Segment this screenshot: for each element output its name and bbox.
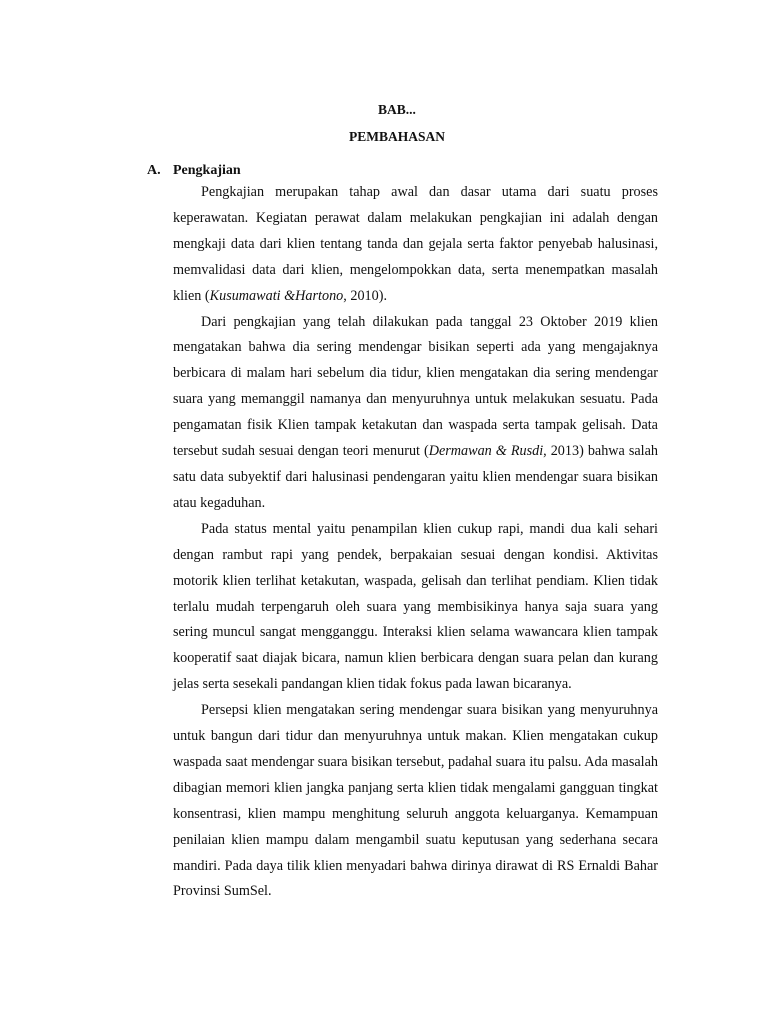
citation: Kusumawati &Hartono xyxy=(209,287,344,304)
section-body xyxy=(173,180,658,905)
citation: Dermawan & Rusdi xyxy=(428,443,544,460)
chapter-title: PEMBAHASAN xyxy=(348,129,445,144)
paragraph-3: Pada status mental yaitu penampilan klien cukup rapi, mandi dua kali sehari dengan rambut rapi yang pendek, berpakaian sesuai dengan kondisi. Aktivitas motorik klien terlihat ketakutan, waspada, gelisah dan terlihat pendiam. Klien tidak terlalu mudah terpengaruh oleh suara yang membisikinya hanya saja suara yang sering muncul sangat mengganggu. Interaksi klien selama wawancara klien tampak kooperatif saat diajak bicara, namun klien berbicara dengan suara pelan dan kurang jelas serta sesekali pandangan klien tidak fokus pada lawan bicaranya. xyxy=(173,520,658,693)
section-title: Pengkajian xyxy=(173,163,241,178)
paragraph-1 xyxy=(173,180,658,310)
paragraph-text: Dari pengkajian yang telah dilakukan pada tanggal 23 Oktober 2019 klien mengatakan bahwa dia sering mendengar bisikan seperti ada yang mengajaknya berbicara di malam hari sebelum dia tidur, klien mengatakan dia sering mendengar suara yang memanggil namanya dan menyuruhnya untuk melakukan sesuatu. Pada pengamatan fisik Klien tampak ketakutan dan waspada serta tampak gelisah. Data tersebut sudah sesuai dengan teori menurut ( xyxy=(173,313,658,460)
section-number: A. xyxy=(147,163,161,178)
paragraph-4: Persepsi klien mengatakan sering mendengar suara bisikan yang menyuruhnya untuk bangun dari tidur dan menyuruhnya untuk makan. Klien mengatakan cukup waspada saat mendengar suara bisikan tersebut, padahal suara itu palsu. Ada masalah dibagian memori klien jangka panjang serta klien tidak mengalami gangguan tingkat konsentrasi, klien mampu menghitung seluruh anggota keluarganya. Kemampuan penilaian klien mampu dalam mengambil suatu keputusan yang sederhana secara mandiri. Pada daya tilik klien menyadari bahwa dirinya dirawat di RS Ernaldi Bahar Provinsi SumSel. xyxy=(173,702,658,900)
chapter-label: BAB... xyxy=(378,102,416,117)
section-heading xyxy=(147,162,241,180)
paragraph-text: Pengkajian merupakan tahap awal dan dasar utama dari suatu proses keperawatan. Kegiatan perawat dalam melakukan pengkajian ini adalah dengan mengkaji data dari klien tentang tanda dan gejala serta faktor penyebab halusinasi, memvalidasi data dari klien, mengelompokkan data, serta menempatkan masalah klien ( xyxy=(173,184,658,304)
paragraph-text: , 2010). xyxy=(343,287,388,304)
paragraph-2 xyxy=(173,310,658,517)
paragraph-text: , 2013) bahwa salah satu data subyektif dari halusinasi pendengaran yaitu klien mendengar suara bisikan atau kegaduhan. xyxy=(173,443,659,511)
